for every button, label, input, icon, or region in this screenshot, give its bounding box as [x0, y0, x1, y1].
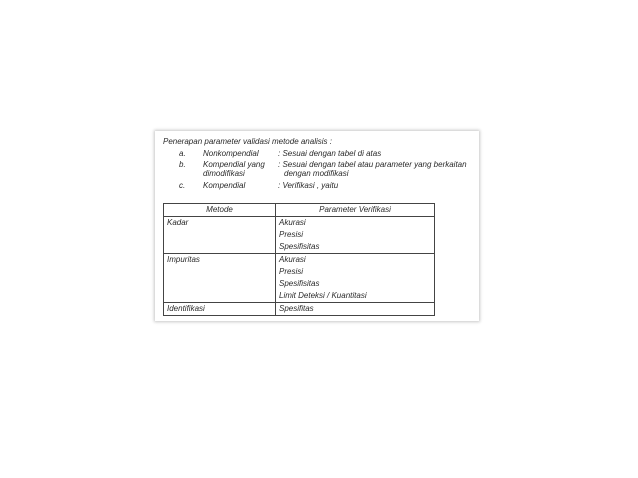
param-item: Spesifitas — [279, 304, 314, 313]
intro-text: Penerapan parameter validasi metode analisis : — [163, 137, 332, 146]
item-letter: c. — [179, 181, 186, 190]
method-cell: Identifikasi — [164, 303, 276, 316]
item-label-line-2: dimodifikasi — [203, 169, 245, 178]
item-value-line-2: dengan modifikasi — [284, 169, 349, 178]
param-item: Presisi — [279, 230, 304, 239]
item-value: : Verifikasi , yaitu — [278, 181, 339, 190]
params-cell — [276, 217, 435, 254]
param-item: Spesifisitas — [279, 242, 320, 251]
item-letter: b. — [179, 160, 186, 169]
param-item: Limit Deteksi / Kuantitasi — [279, 291, 367, 300]
item-value: : Sesuai dengan tabel di atas — [278, 149, 382, 158]
document-card — [155, 131, 479, 321]
table-row — [164, 217, 435, 254]
verification-table — [163, 203, 435, 316]
param-item: Presisi — [279, 267, 304, 276]
params-cell — [276, 254, 435, 303]
item-label-line-1: Kompendial yang — [203, 160, 265, 169]
param-item: Akurasi — [279, 218, 306, 227]
method-cell: Kadar — [164, 217, 276, 254]
table-header-row — [164, 204, 435, 217]
header-method: Metode — [164, 204, 276, 217]
table-row — [164, 303, 435, 316]
item-label: Nonkompendial — [203, 149, 259, 158]
method-cell: Impuritas — [164, 254, 276, 303]
param-item: Akurasi — [279, 255, 306, 264]
item-letter: a. — [179, 149, 186, 158]
header-parameter: Parameter Verifikasi — [276, 204, 435, 217]
table-row — [164, 254, 435, 303]
item-value-line-1: : Sesuai dengan tabel atau parameter yang berkaitan — [278, 160, 467, 169]
item-label: Kompendial — [203, 181, 246, 190]
param-item: Spesifisitas — [279, 279, 320, 288]
params-cell — [276, 303, 435, 316]
